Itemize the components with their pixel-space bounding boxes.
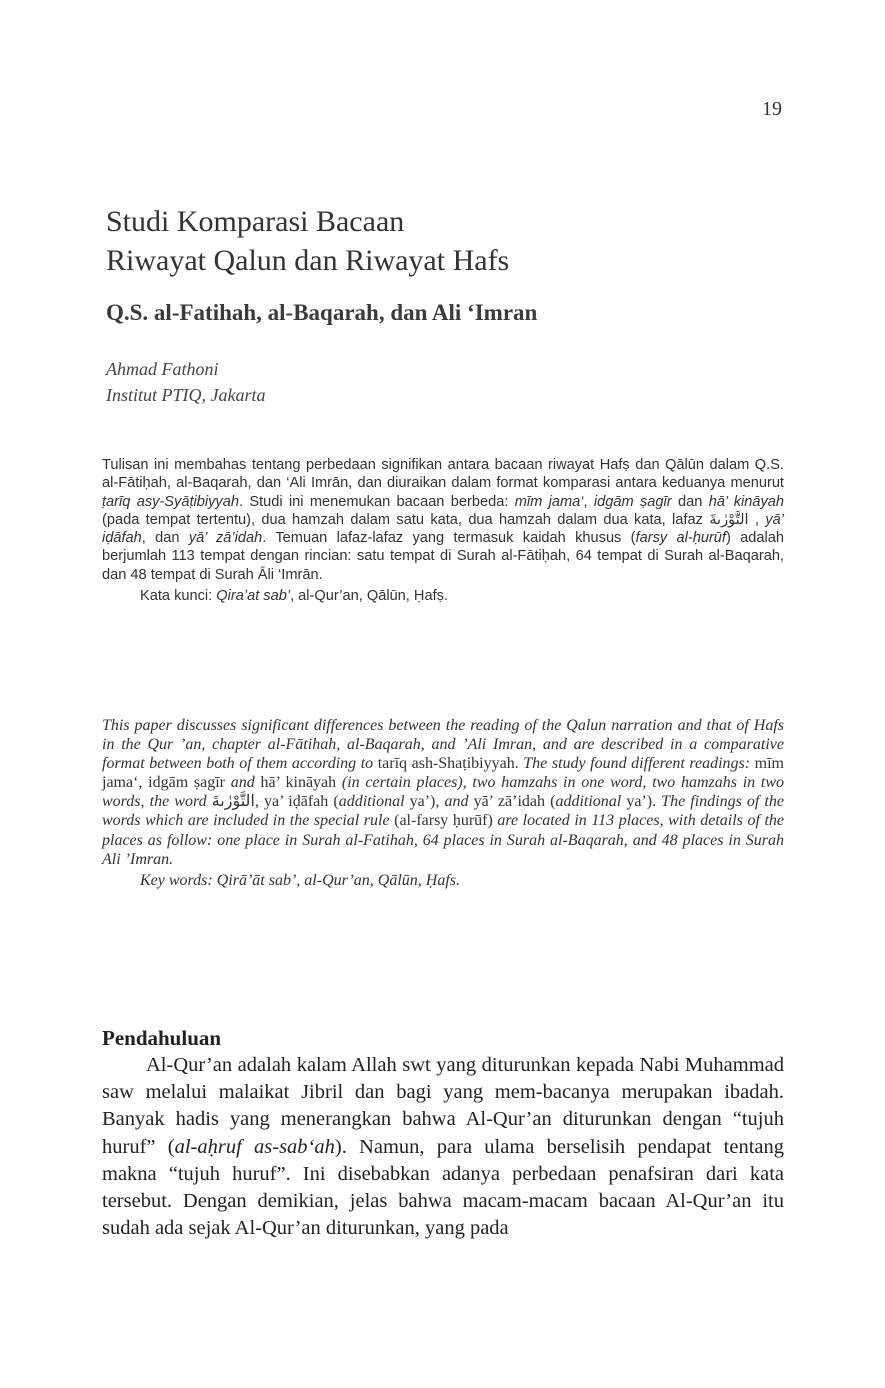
article-title bbox=[106, 202, 786, 280]
abstract-english bbox=[102, 716, 784, 890]
title-line-2: Riwayat Qalun dan Riwayat Hafs bbox=[106, 244, 510, 277]
page-number: 19 bbox=[762, 98, 782, 120]
abstract-indonesian-text: Tulisan ini membahas tentang perbedaan signifikan antara bacaan riwayat Hafṣ dan Qālūn dalam Q.S. al-Fātiḥah, al-Baqarah, dan ‘Ali Imrān, dan diuraikan dalam format komparasi antara keduanya menurut ṭarīq asy-Syāṭibiyyah. Studi ini menemukan bacaan berbeda: mīm jama‘, idgām ṣagīr dan hā’ kināyah (pada tempat tertentu), dua hamzah dalam satu kata, dua hamzah dalam dua kata, lafaz التَّوْرٰىةَ , yā’ iḍāfah, dan yā’ zā’idah. Temuan lafaz-lafaz yang termasuk kaidah khusus (farsy al-ḥurūf) adalah berjumlah 113 tempat dengan rincian: satu tempat di Surah al-Fātiḥah, 64 tempat di Surah al-Baqarah, dan 48 tempat di Surah Āli ‘Imrān. bbox=[102, 457, 785, 583]
author-block bbox=[106, 356, 266, 408]
keywords-english: Key words: Qirā’āt sab’, al-Qur’an, Qālūn, Ḥafs. bbox=[140, 871, 460, 889]
author-affiliation: Institut PTIQ, Jakarta bbox=[106, 385, 266, 405]
article-subtitle: Q.S. al-Fatihah, al-Baqarah, dan Ali ‘Imran bbox=[106, 300, 538, 325]
title-line-1: Studi Komparasi Bacaan bbox=[106, 205, 405, 238]
abstract-indonesian bbox=[102, 456, 784, 605]
keywords-indonesian: Kata kunci: Qira’at sab’, al-Qur’an, Qālūn, Ḥafṣ. bbox=[140, 588, 448, 605]
body-paragraph: Al-Qur’an adalah kalam Allah swt yang diturunkan kepada Nabi Muhammad saw melalui malaikat Jibril dan bagi yang mem-bacanya merupakan ibadah. Banyak hadis yang menerangkan bahwa Al-Qur’an diturunkan dengan “tujuh huruf” (al-aḥruf as-sab‘ah). Namun, para ulama berselisih pendapat tentang makna “tujuh huruf”. Ini disebabkan adanya perbedaan penafsiran dari kata tersebut. Dengan demikian, jelas bahwa macam-macam bacaan Al-Qur’an itu sudah ada sejak Al-Qur’an diturunkan, yang pada bbox=[102, 1054, 784, 1240]
arabic-word: التَّوْرٰىةَ bbox=[709, 511, 749, 528]
author-name: Ahmad Fathoni bbox=[106, 359, 219, 379]
abstract-english-text: This paper discusses significant differences between the reading of the Qalun narration and that of Hafs in the Qur ’an, chapter al-Fātihah, al-Baqarah, and ’Ali Imran, and are described in a comparative format between both of them according to tarīq ash-Shaṭibiyyah. The study found different readings: mīm jama‘, idgām ṣagīr and hā’ kināyah (in certain places), two hamzahs in one word, two hamzahs in two words, the word التَّوْرٰىةَ, ya’ iḍāfah (additional ya’), and yā’ zā’idah (additional ya’). The findings of the words which are included in the special rule (al-farsy ḥurūf) are located in 113 places, with details of the places as follow: one place in Surah al-Fatihah, 64 places in Surah al-Baqarah, and 48 places in Surah Ali ’Imran. bbox=[102, 717, 785, 868]
arabic-word-en: التَّوْرٰىةَ bbox=[211, 793, 255, 811]
section-heading: Pendahuluan bbox=[102, 1026, 222, 1050]
